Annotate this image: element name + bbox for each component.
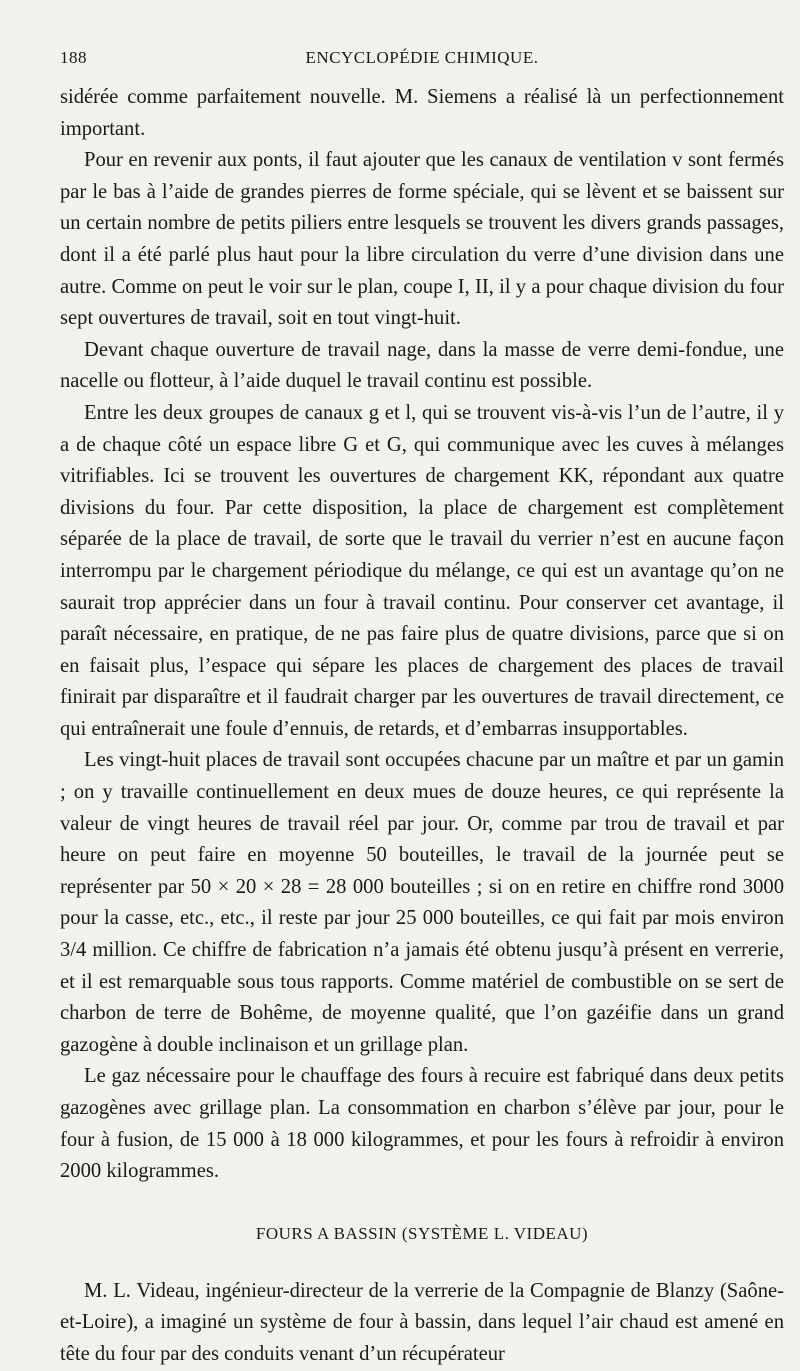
paragraph: Pour en revenir aux ponts, il faut ajouter que les canaux de ventilation v sont fermés par le bas à l’aide de grandes pierres de forme spéciale, qui se lèvent et se baissent sur un certain nombre de petits piliers entre lesquels se trouvent les divers grands passages, dont il a été parlé plus haut pour la libre circulation du verre d’une division dans une autre. Comme on peut le voir sur le plan, coupe I, II, il y a pour chaque division du four sept ouvertures de travail, soit en tout vingt-huit.	[60, 149, 784, 330]
page-number: 188	[60, 48, 87, 67]
paragraph: Devant chaque ouverture de travail nage, dans la masse de verre demi-fondue, une nacelle ou flotteur, à l’aide duquel le travail continu est possible.	[60, 338, 784, 393]
paragraph: M. L. Videau, ingénieur-directeur de la verrerie de la Compagnie de Blanzy (Saône-et-Loire), a imaginé un système de four à bassin, dans lequel l’air chaud est amené en tête du four par des conduits venant d’un récupérateur	[60, 1279, 784, 1365]
page-header	[60, 48, 784, 74]
page-body	[60, 82, 784, 1371]
paragraph: sidérée comme parfaitement nouvelle. M. Siemens a réalisé là un perfectionnement important.	[60, 86, 784, 140]
running-title: ENCYCLOPÉDIE CHIMIQUE.	[305, 48, 539, 67]
paragraph: Les vingt-huit places de travail sont occupées chacune par un maître et par un gamin ; on y travaille continuellement en deux mues de douze heures, ce qui représente la valeur de vingt heures de travail réel par jour. Or, comme par trou de travail et par heure on peut faire en moyenne 50 bouteilles, le travail de la journée peut se représenter par 50 × 20 × 28 = 28 000 bouteilles ; si on en retire en chiffre rond 3000 pour la casse, etc., etc., il reste par jour 25 000 bouteilles, ce qui fait par mois environ 3/4 million. Ce chiffre de fabrication n’a jamais été obtenu jusqu’à présent en verrerie, et il est remarquable sous tous rapports. Comme matériel de combustible on se sert de charbon de terre de Bohême, de moyenne qualité, que l’on gazéifie dans un grand gazogène à double inclinaison et un grillage plan.	[60, 749, 784, 1056]
paragraph: Entre les deux groupes de canaux g et l, qui se trouvent vis-à-vis l’un de l’autre, il y a de chaque côté un espace libre G et G, qui communique avec les cuves à mélanges vitrifiables. Ici se trouvent les ouvertures de chargement KK, répondant aux quatre divisions du four. Par cette disposition, la place de chargement est complètement séparée de la place de travail, de sorte que le travail du verrier n’est en aucune façon interrompu par le chargement périodique du mélange, ce qui est un avantage qu’on ne saurait trop apprécier dans un four à travail continu. Pour conserver cet avantage, il paraît nécessaire, en pratique, de ne pas faire plus de quatre divisions, parce que si on en faisait plus, l’espace qui sépare les places de chargement des places de travail finirait par disparaître et il faudrait charger par les ouvertures de travail directement, ce qui entraînerait une foule d’ennuis, de retards, et d’embarras insupportables.	[60, 401, 784, 740]
section-heading: FOURS A BASSIN (SYSTÈME L. VIDEAU)	[255, 1223, 589, 1243]
paragraph: Le gaz nécessaire pour le chauffage des fours à recuire est fabriqué dans deux petits gazogènes avec grillage plan. La consommation en charbon s’élève par jour, pour le four à fusion, de 15 000 à 18 000 kilogrammes, et pour les fours à refroidir à environ 2000 kilogrammes.	[60, 1065, 784, 1183]
